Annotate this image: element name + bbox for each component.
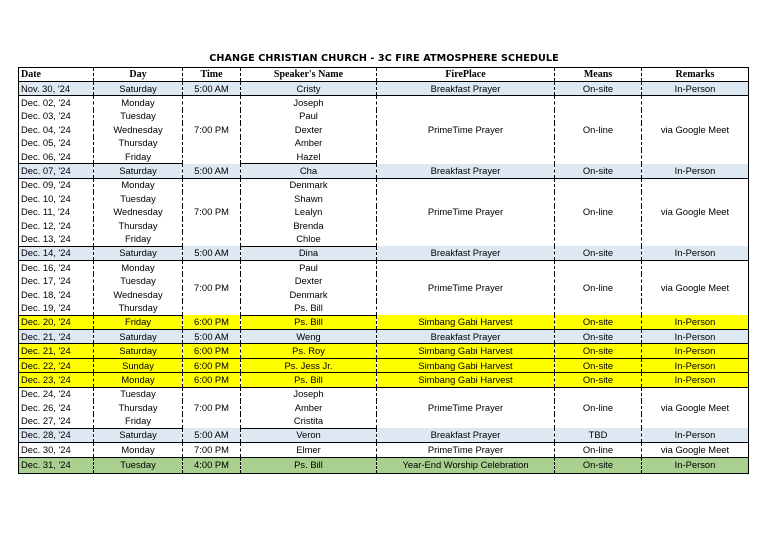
date-cell: Dec. 14, '24 xyxy=(19,246,94,260)
date-cell: Dec. 03, '24 xyxy=(19,110,94,123)
header-time: Time xyxy=(183,68,241,82)
header-remarks: Remarks xyxy=(642,68,749,82)
speaker-cell: Lealyn xyxy=(241,206,377,219)
day-cell: Tuesday xyxy=(94,192,183,205)
table-row xyxy=(19,82,749,96)
remarks-cell: In-Person xyxy=(642,344,749,358)
time-cell: 6:00 PM xyxy=(183,358,241,372)
table-row xyxy=(19,358,749,372)
fireplace-cell: PrimeTime Prayer xyxy=(377,387,555,428)
table-row xyxy=(19,261,749,275)
speaker-cell: Elmer xyxy=(241,443,377,457)
means-cell: On-line xyxy=(555,96,642,164)
fireplace-cell: PrimeTime Prayer xyxy=(377,261,555,316)
day-cell: Thursday xyxy=(94,301,183,315)
fireplace-cell: Year-End Worship Celebration xyxy=(377,457,555,473)
remarks-cell: In-Person xyxy=(642,330,749,344)
table-row xyxy=(19,96,749,110)
date-cell: Dec. 13, '24 xyxy=(19,232,94,246)
date-cell: Dec. 17, '24 xyxy=(19,274,94,287)
day-cell: Saturday xyxy=(94,82,183,96)
speaker-cell: Paul xyxy=(241,110,377,123)
date-cell: Dec. 28, '24 xyxy=(19,428,94,442)
table-row xyxy=(19,443,749,457)
time-cell: 5:00 AM xyxy=(183,164,241,178)
speaker-cell: Amber xyxy=(241,137,377,150)
day-cell: Saturday xyxy=(94,330,183,344)
speaker-cell: Paul xyxy=(241,261,377,275)
speaker-cell: Dina xyxy=(241,246,377,260)
time-cell: 7:00 PM xyxy=(183,96,241,164)
day-cell: Friday xyxy=(94,232,183,246)
date-cell: Dec. 18, '24 xyxy=(19,288,94,301)
means-cell: On-site xyxy=(555,315,642,329)
speaker-cell: Chloe xyxy=(241,232,377,246)
schedule-title: CHANGE CHRISTIAN CHURCH - 3C FIRE ATMOSPHERE SCHEDULE xyxy=(209,53,559,64)
table-row xyxy=(19,330,749,344)
header-speaker: Speaker's Name xyxy=(241,68,377,82)
speaker-cell: Ps. Bill xyxy=(241,373,377,387)
table-row xyxy=(19,344,749,358)
fireplace-cell: Simbang Gabi Harvest xyxy=(377,344,555,358)
time-cell: 7:00 PM xyxy=(183,387,241,428)
remarks-cell: In-Person xyxy=(642,373,749,387)
date-cell: Nov. 30, '24 xyxy=(19,82,94,96)
date-cell: Dec. 10, '24 xyxy=(19,192,94,205)
day-cell: Monday xyxy=(94,96,183,110)
fireplace-cell: Simbang Gabi Harvest xyxy=(377,358,555,372)
fireplace-cell: Simbang Gabi Harvest xyxy=(377,315,555,329)
remarks-cell: via Google Meet xyxy=(642,443,749,457)
day-cell: Wednesday xyxy=(94,288,183,301)
speaker-cell: Ps. Bill xyxy=(241,315,377,329)
date-cell: Dec. 30, '24 xyxy=(19,443,94,457)
speaker-cell: Shawn xyxy=(241,192,377,205)
date-cell: Dec. 26, '24 xyxy=(19,401,94,414)
header-date: Date xyxy=(19,68,94,82)
fireplace-cell: Breakfast Prayer xyxy=(377,82,555,96)
remarks-cell: via Google Meet xyxy=(642,178,749,246)
means-cell: On-site xyxy=(555,330,642,344)
means-cell: On-site xyxy=(555,164,642,178)
day-cell: Tuesday xyxy=(94,274,183,287)
day-cell: Monday xyxy=(94,261,183,275)
means-cell: TBD xyxy=(555,428,642,442)
date-cell: Dec. 19, '24 xyxy=(19,301,94,315)
table-row xyxy=(19,246,749,260)
time-cell: 6:00 PM xyxy=(183,315,241,329)
date-cell: Dec. 04, '24 xyxy=(19,123,94,136)
date-cell: Dec. 06, '24 xyxy=(19,150,94,164)
fireplace-cell: PrimeTime Prayer xyxy=(377,96,555,164)
day-cell: Sunday xyxy=(94,358,183,372)
day-cell: Saturday xyxy=(94,344,183,358)
fireplace-cell: Breakfast Prayer xyxy=(377,428,555,442)
date-cell: Dec. 24, '24 xyxy=(19,387,94,401)
speaker-cell: Amber xyxy=(241,401,377,414)
time-cell: 5:00 AM xyxy=(183,246,241,260)
means-cell: On-line xyxy=(555,261,642,316)
remarks-cell: via Google Meet xyxy=(642,261,749,316)
time-cell: 7:00 PM xyxy=(183,178,241,246)
date-cell: Dec. 23, '24 xyxy=(19,373,94,387)
speaker-cell: Cha xyxy=(241,164,377,178)
date-cell: Dec. 16, '24 xyxy=(19,261,94,275)
day-cell: Thursday xyxy=(94,401,183,414)
date-cell: Dec. 09, '24 xyxy=(19,178,94,192)
fireplace-cell: Simbang Gabi Harvest xyxy=(377,373,555,387)
fireplace-cell: PrimeTime Prayer xyxy=(377,443,555,457)
time-cell: 7:00 PM xyxy=(183,261,241,316)
table-row xyxy=(19,164,749,178)
speaker-cell: Hazel xyxy=(241,150,377,164)
day-cell: Wednesday xyxy=(94,123,183,136)
day-cell: Monday xyxy=(94,443,183,457)
means-cell: On-line xyxy=(555,443,642,457)
remarks-cell: via Google Meet xyxy=(642,387,749,428)
speaker-cell: Weng xyxy=(241,330,377,344)
date-cell: Dec. 20, '24 xyxy=(19,315,94,329)
speaker-cell: Dexter xyxy=(241,123,377,136)
date-cell: Dec. 05, '24 xyxy=(19,137,94,150)
speaker-cell: Brenda xyxy=(241,219,377,232)
fireplace-cell: Breakfast Prayer xyxy=(377,246,555,260)
day-cell: Saturday xyxy=(94,164,183,178)
speaker-cell: Ps. Bill xyxy=(241,301,377,315)
speaker-cell: Ps. Bill xyxy=(241,457,377,473)
remarks-cell: In-Person xyxy=(642,164,749,178)
date-cell: Dec. 07, '24 xyxy=(19,164,94,178)
table-header-row xyxy=(19,68,749,82)
table-row xyxy=(19,178,749,192)
means-cell: On-site xyxy=(555,82,642,96)
day-cell: Monday xyxy=(94,178,183,192)
remarks-cell: In-Person xyxy=(642,82,749,96)
speaker-cell: Ps. Jess Jr. xyxy=(241,358,377,372)
date-cell: Dec. 21, '24 xyxy=(19,330,94,344)
means-cell: On-site xyxy=(555,373,642,387)
speaker-cell: Veron xyxy=(241,428,377,442)
time-cell: 6:00 PM xyxy=(183,373,241,387)
fireplace-cell: Breakfast Prayer xyxy=(377,164,555,178)
means-cell: On-site xyxy=(555,457,642,473)
day-cell: Saturday xyxy=(94,246,183,260)
date-cell: Dec. 11, '24 xyxy=(19,206,94,219)
speaker-cell: Dexter xyxy=(241,274,377,287)
day-cell: Friday xyxy=(94,414,183,428)
remarks-cell: via Google Meet xyxy=(642,96,749,164)
time-cell: 5:00 AM xyxy=(183,82,241,96)
day-cell: Wednesday xyxy=(94,206,183,219)
remarks-cell: In-Person xyxy=(642,428,749,442)
means-cell: On-line xyxy=(555,387,642,428)
day-cell: Friday xyxy=(94,315,183,329)
date-cell: Dec. 12, '24 xyxy=(19,219,94,232)
day-cell: Tuesday xyxy=(94,457,183,473)
day-cell: Thursday xyxy=(94,219,183,232)
table-row xyxy=(19,387,749,401)
schedule-table xyxy=(18,67,749,474)
remarks-cell: In-Person xyxy=(642,358,749,372)
time-cell: 5:00 AM xyxy=(183,428,241,442)
table-row xyxy=(19,457,749,473)
speaker-cell: Denmark xyxy=(241,178,377,192)
table-row xyxy=(19,428,749,442)
time-cell: 6:00 PM xyxy=(183,344,241,358)
day-cell: Saturday xyxy=(94,428,183,442)
means-cell: On-line xyxy=(555,178,642,246)
speaker-cell: Ps. Roy xyxy=(241,344,377,358)
speaker-cell: Cristita xyxy=(241,414,377,428)
header-fireplace: FirePlace xyxy=(377,68,555,82)
date-cell: Dec. 31, '24 xyxy=(19,457,94,473)
speaker-cell: Denmark xyxy=(241,288,377,301)
means-cell: On-site xyxy=(555,358,642,372)
remarks-cell: In-Person xyxy=(642,246,749,260)
date-cell: Dec. 21, '24 xyxy=(19,344,94,358)
day-cell: Thursday xyxy=(94,137,183,150)
remarks-cell: In-Person xyxy=(642,315,749,329)
speaker-cell: Joseph xyxy=(241,96,377,110)
table-row xyxy=(19,315,749,329)
time-cell: 4:00 PM xyxy=(183,457,241,473)
day-cell: Monday xyxy=(94,373,183,387)
time-cell: 7:00 PM xyxy=(183,443,241,457)
day-cell: Tuesday xyxy=(94,387,183,401)
day-cell: Tuesday xyxy=(94,110,183,123)
means-cell: On-site xyxy=(555,344,642,358)
header-day: Day xyxy=(94,68,183,82)
fireplace-cell: Breakfast Prayer xyxy=(377,330,555,344)
table-row xyxy=(19,373,749,387)
speaker-cell: Joseph xyxy=(241,387,377,401)
date-cell: Dec. 02, '24 xyxy=(19,96,94,110)
date-cell: Dec. 22, '24 xyxy=(19,358,94,372)
date-cell: Dec. 27, '24 xyxy=(19,414,94,428)
remarks-cell: In-Person xyxy=(642,457,749,473)
day-cell: Friday xyxy=(94,150,183,164)
fireplace-cell: PrimeTime Prayer xyxy=(377,178,555,246)
means-cell: On-site xyxy=(555,246,642,260)
time-cell: 5:00 AM xyxy=(183,330,241,344)
header-means: Means xyxy=(555,68,642,82)
speaker-cell: Cristy xyxy=(241,82,377,96)
